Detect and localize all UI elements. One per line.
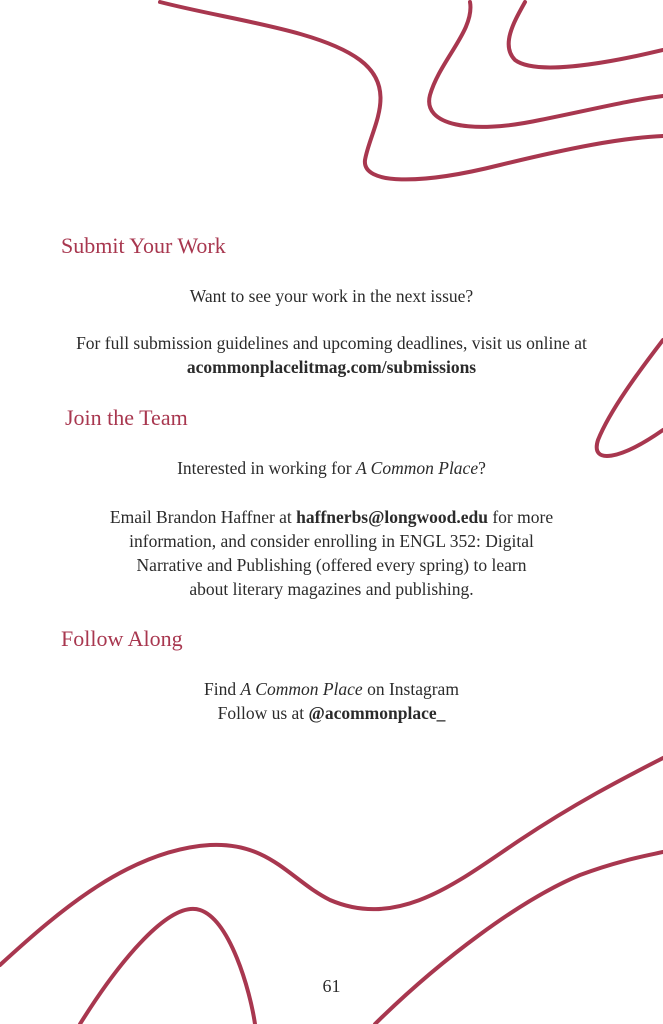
top-wave-line-1 <box>160 2 663 179</box>
follow-prefix: Follow us at <box>217 703 309 723</box>
team-info-line-3: Narrative and Publishing (offered every spring) to learn <box>136 555 527 575</box>
follow-handle-line <box>0 701 663 725</box>
page-number: 61 <box>322 976 341 996</box>
submit-guidelines: For full submission guidelines and upcoming deadlines, visit us online at <box>76 333 587 353</box>
team-interest-suffix: ? <box>478 458 486 478</box>
team-email-line <box>0 505 663 529</box>
top-wave-line-2 <box>429 2 663 127</box>
team-info-line-2: information, and consider enrolling in ENGL 352: Digital <box>129 531 534 551</box>
follow-find-line <box>0 677 663 701</box>
follow-find-suffix: on Instagram <box>362 679 459 699</box>
team-email-link[interactable]: haffnerbs@longwood.edu <box>296 507 488 527</box>
top-wave-line-3 <box>509 2 663 67</box>
instagram-handle-link[interactable]: @acommonplace_ <box>308 703 446 723</box>
follow-find-prefix: Find <box>204 679 241 699</box>
team-interest <box>0 456 663 480</box>
submit-question: Want to see your work in the next issue? <box>189 286 474 306</box>
submit-url-link[interactable]: acommonplacelitmag.com/submissions <box>186 357 477 377</box>
team-info-line-4: about literary magazines and publishing. <box>189 579 474 599</box>
team-magazine-title: A Common Place <box>355 458 479 478</box>
follow-heading: Follow Along <box>61 626 183 651</box>
bottom-wave-line-3 <box>375 852 663 1024</box>
team-email-suffix: for more <box>487 507 554 527</box>
team-heading: Join the Team <box>65 405 188 430</box>
team-email-prefix: Email Brandon Haffner at <box>109 507 297 527</box>
follow-magazine-title: A Common Place <box>240 679 363 699</box>
submit-heading: Submit Your Work <box>61 233 226 258</box>
bottom-wave-line-2 <box>80 909 255 1024</box>
team-interest-prefix: Interested in working for <box>177 458 356 478</box>
bottom-wave-line-1 <box>0 758 663 965</box>
